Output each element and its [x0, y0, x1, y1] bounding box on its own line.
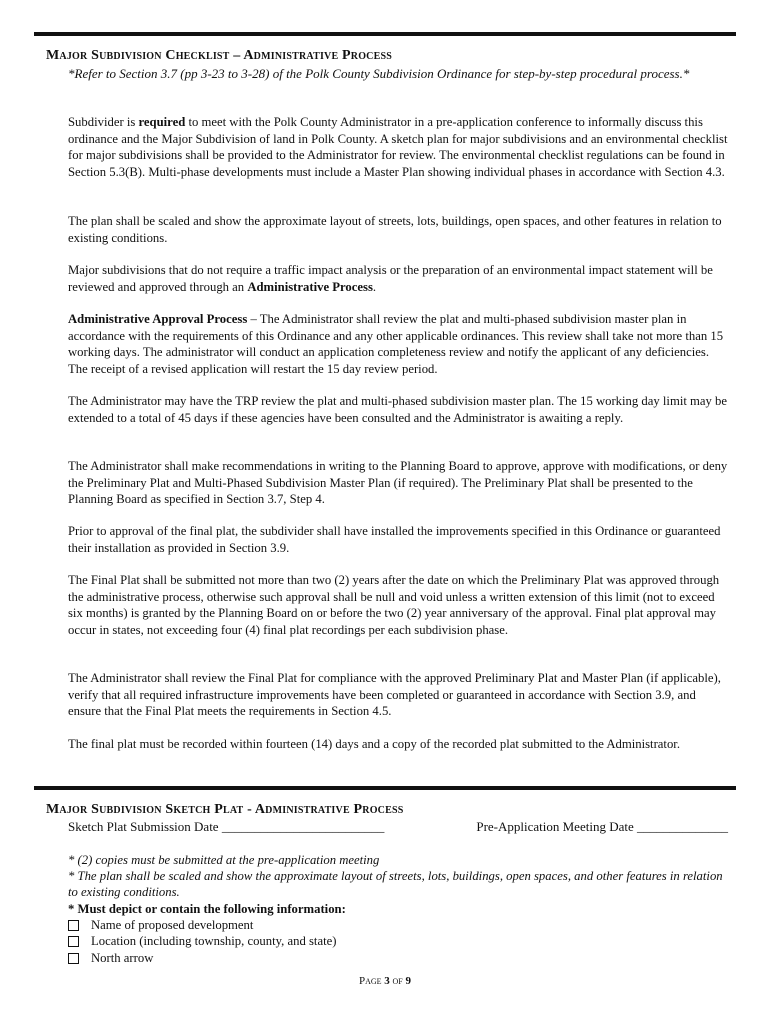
date-fields-row: [68, 819, 728, 835]
section-divider: [34, 786, 736, 790]
paragraph-trp-review: The Administrator may have the TRP review the plat and multi-phased subdivision master plan. The 15 working day limit may be extended to a total of 45 days if these agencies have been consulted and the Administrator is awaiting a reply.: [68, 394, 728, 425]
paragraph-pre-application: Subdivider is required to meet with the Polk County Administrator in a pre-application conference to informally discuss this ordinance and the Major Subdivision of land in Polk County. A sketch plan for major subdivisions and an environmental checklist for major subdivisions shall be provided to the Administrator for review. The environmental checklist regulations can be found in Section 5.3(B). Multi-phase developments must include a Master Plan showing individual phases in accordance with Section 4.3.: [68, 115, 728, 179]
paragraph-recommendations: The Administrator shall make recommendations in writing to the Planning Board to approve, approve with modifications, or deny the Preliminary Plat and Multi-Phased Subdivision Master Plan (if required). The Preliminary Plat shall be presented to the Planning Board as specified in Section 3.7, Step 4.: [68, 459, 728, 507]
paragraph-final-plat-review: The Administrator shall review the Final Plat for compliance with the approved Preliminary Plat and Master Plan (if applicable), verify that all required infrastructure improvements have been completed or guaranteed in accordance with Section 3.9, and ensure that the Final Plat meets the requirements in Section 4.5.: [68, 671, 721, 719]
checklist-item: North arrow: [68, 950, 336, 966]
sketch-plat-notes: [68, 852, 732, 917]
paragraph-plan-scale: The plan shall be scaled and show the approximate layout of streets, lots, buildings, open spaces, and other features in relation to existing conditions.: [68, 214, 722, 245]
paragraph-final-plat-recording: The final plat must be recorded within fourteen (14) days and a copy of the recorded plat submitted to the Administrator.: [68, 737, 680, 751]
must-depict-label: * Must depict or contain the following information:: [68, 901, 346, 916]
checkbox[interactable]: [68, 953, 79, 964]
checklist-item: Location (including township, county, and state): [68, 933, 336, 949]
section-reference-note: *Refer to Section 3.7 (pp 3-23 to 3-28) of the Polk County Subdivision Ordinance for step-by-step procedural process.*: [68, 66, 690, 81]
plan-scale-note: * The plan shall be scaled and show the approximate layout of streets, lots, buildings, open spaces, and other features in relation to existing conditions.: [68, 869, 723, 900]
section-title-checklist: Major Subdivision Checklist – Administrative Process: [46, 48, 392, 63]
page-number: Page 3 of 9: [358, 975, 412, 987]
checklist-item: Name of proposed development: [68, 917, 336, 933]
paragraph-administrative-process: Major subdivisions that do not require a traffic impact analysis or the preparation of an environmental impact statement will be reviewed and approved through an Administrative Process.: [68, 263, 713, 294]
sketch-plat-submission-date-field[interactable]: Sketch Plat Submission Date _________________________: [68, 819, 385, 834]
top-divider: [34, 32, 736, 36]
paragraph-improvements: Prior to approval of the final plat, the subdivider shall have installed the improvements specified in this Ordinance or guaranteed their installation as provided in Section 3.9.: [68, 524, 721, 555]
checkbox[interactable]: [68, 920, 79, 931]
paragraph-final-plat-submission: The Final Plat shall be submitted not more than two (2) years after the date on which the Preliminary Plat was approved through the administrative process, otherwise such approval shall be null and void unless a written extension of this limit (not to exceed six months) is granted by the Planning Board on or before the two (2) year anniversary of the approval. Final plat approval may occur in states, not exceeding four (4) final plat recordings per each subdivision phase.: [68, 573, 720, 637]
copies-note: * (2) copies must be submitted at the pre-application meeting: [68, 853, 380, 867]
section-title-sketch-plat: Major Subdivision Sketch Plat - Administrative Process: [46, 802, 404, 817]
requirements-checklist: [68, 917, 336, 966]
paragraph-approval-process: Administrative Approval Process – The Administrator shall review the plat and multi-phased subdivision master plan in accordance with the requirements of this Ordinance and any other applicable ordinances. This review shall take not more than 15 working days. The administrator will conduct an application completeness review and notify the applicant of any deficiencies. The receipt of a revised application will restart the 15 day review period.: [68, 312, 724, 376]
checkbox[interactable]: [68, 936, 79, 947]
pre-application-meeting-date-field[interactable]: Pre-Application Meeting Date ______________: [476, 819, 728, 834]
